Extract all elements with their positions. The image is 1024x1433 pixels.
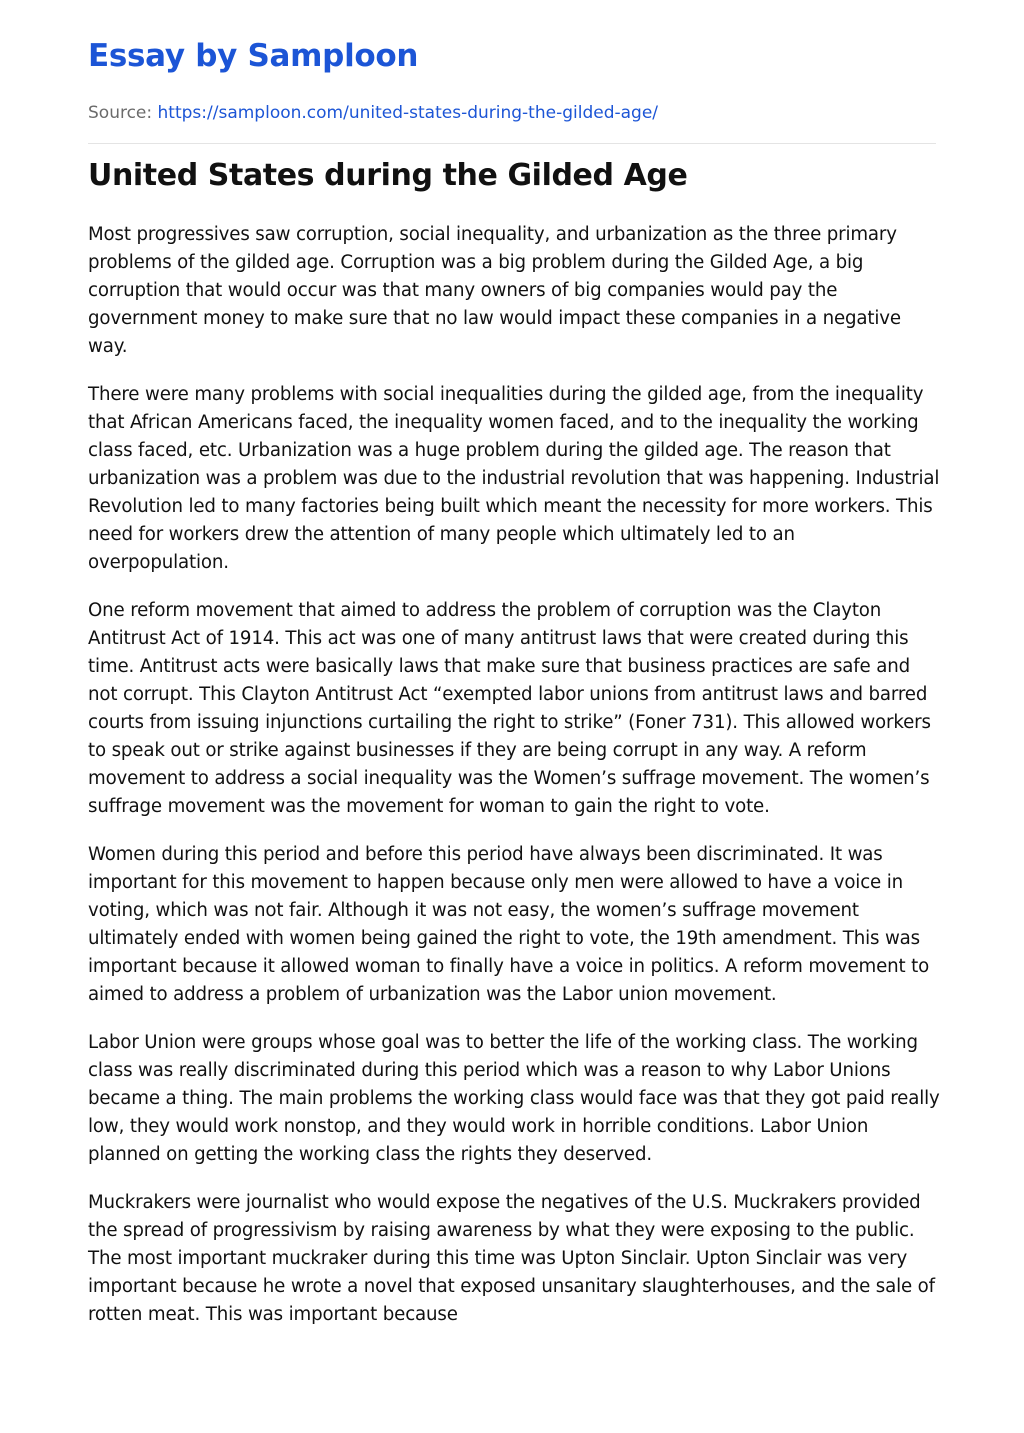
essay-body [88,221,940,1349]
essay-paragraph: There were many problems with social inequalities during the gilded age, from the inequality that African Americans faced, the inequality women faced, and to the inequality the working class faced, etc. Urbanization was a huge problem during the gilded age. The reason that urbanization was a problem was due to the industrial revolution that was happening. Industrial Revolution led to many factories being built which meant the necessity for more workers. This need for workers drew the attention of many people which ultimately led to an overpopulation. [88,384,940,573]
source-link[interactable]: https://samploon.com/united-states-during-the-gilded-age/ [157,103,659,123]
header-divider [88,143,936,144]
essay-paragraph: Muckrakers were journalist who would expose the negatives of the U.S. Muckrakers provided the spread of progressivism by raising awareness by what they were exposing to the public. The most important muckraker during this time was Upton Sinclair. Upton Sinclair was very important because he wrote a novel that exposed unsanitary slaughterhouses, and the sale of rotten meat. This was important because [88,1192,935,1325]
essay-paragraph: Most progressives saw corruption, social inequality, and urbanization as the three primary problems of the gilded age. Corruption was a big problem during the Gilded Age, a big corruption that would occur was that many owners of big companies would pay the government money to make sure that no law would impact these companies in a negative way. [88,224,901,357]
essay-paragraph: One reform movement that aimed to address the problem of corruption was the Clayton Antitrust Act of 1914. This act was one of many antitrust laws that were created during this time. Antitrust acts were basically laws that make sure that business practices are safe and not corrupt. This Clayton Antitrust Act “exempted labor unions from antitrust laws and barred courts from issuing injunctions curtailing the right to strike” (Foner 731). This allowed workers to speak out or strike against businesses if they are being corrupt in any way. A reform movement to address a social inequality was the Women’s suffrage movement. The women’s suffrage movement was the movement for woman to gain the right to vote. [88,600,931,817]
source-line [88,102,658,124]
essay-paragraph: Labor Union were groups whose goal was to better the life of the working class. The working class was really discriminated during this period which was a reason to why Labor Unions became a thing. The main problems the working class would face was that they got paid really low, they would work nonstop, and they would work in horrible conditions. Labor Union planned on getting the working class the rights they deserved. [88,1032,940,1165]
site-brand: Essay by Samploon [88,38,419,74]
essay-title: United States during the Gilded Age [88,158,688,193]
source-label: Source: [88,103,153,123]
essay-paragraph: Women during this period and before this period have always been discriminated. It was important for this movement to happen because only men were allowed to have a voice in voting, which was not fair. Although it was not easy, the women’s suffrage movement ultimately ended with women being gained the right to vote, the 19th amendment. This was important because it allowed woman to finally have a voice in politics. A reform movement to aimed to address a problem of urbanization was the Labor union movement. [88,844,930,1005]
